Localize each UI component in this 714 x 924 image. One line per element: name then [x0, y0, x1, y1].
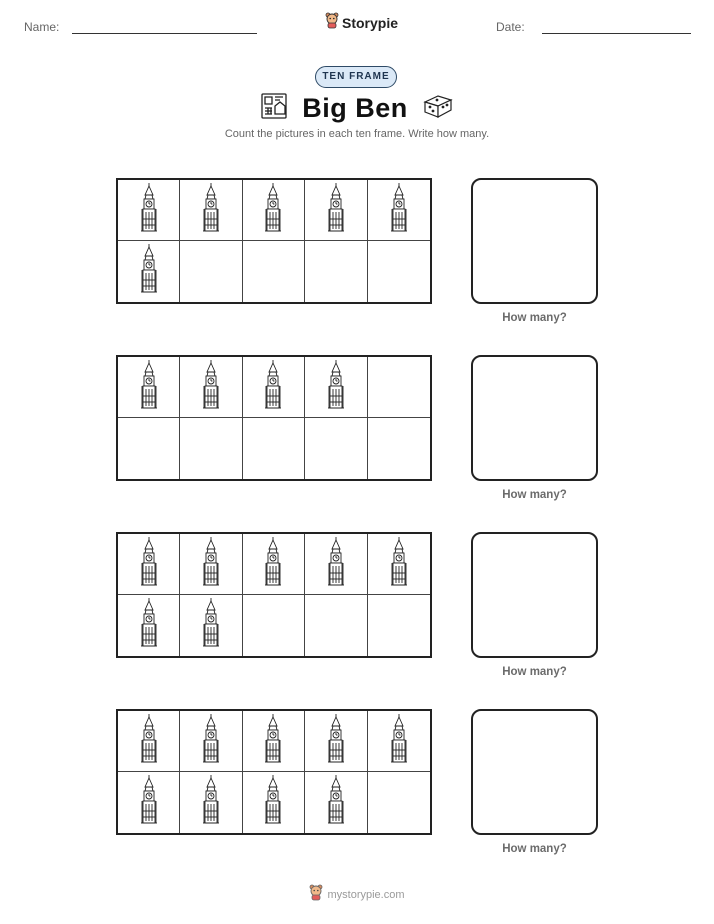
date-label: Date: — [496, 20, 525, 34]
big-ben-tower-icon — [388, 714, 410, 769]
answer-label-2: How many? — [502, 489, 567, 501]
ten-frame-cell — [180, 711, 242, 772]
ten-frame-cell — [368, 595, 430, 656]
storypie-mascot-icon — [309, 884, 323, 906]
title-row — [0, 92, 714, 125]
answer-label-1: How many? — [502, 312, 567, 324]
answer-box-2[interactable] — [471, 355, 598, 481]
answer-label-4: How many? — [502, 843, 567, 855]
ten-frame-cell — [118, 711, 180, 772]
big-ben-tower-icon — [200, 537, 222, 592]
big-ben-tower-icon — [200, 598, 222, 653]
date-line[interactable] — [542, 33, 691, 34]
big-ben-tower-icon — [138, 714, 160, 769]
ten-frame-cell — [118, 595, 180, 656]
big-ben-tower-icon — [138, 360, 160, 415]
ten-frame-cell — [368, 180, 430, 241]
ten-frame-cell — [368, 241, 430, 302]
big-ben-tower-icon — [138, 537, 160, 592]
big-ben-tower-icon — [138, 244, 160, 299]
ten-frame-cell — [243, 357, 305, 418]
ten-frame-cell — [180, 241, 242, 302]
big-ben-tower-icon — [200, 714, 222, 769]
name-label: Name: — [24, 20, 60, 34]
ten-frame-cell — [368, 357, 430, 418]
name-line[interactable] — [72, 33, 257, 34]
ten-frame-cell — [368, 772, 430, 833]
ten-frame-cell — [243, 534, 305, 595]
ten-frame-cell — [305, 595, 367, 656]
brand-logo — [325, 12, 398, 34]
ten-frame-cell — [118, 534, 180, 595]
ten-frame-cell — [180, 772, 242, 833]
answer-box-3[interactable] — [471, 532, 598, 658]
ten-frame-cell — [180, 418, 242, 479]
footer — [0, 884, 714, 906]
big-ben-tower-icon — [325, 714, 347, 769]
ten-frame-cell — [180, 180, 242, 241]
storypie-mascot-icon — [325, 12, 339, 34]
ten-frame-cell — [243, 418, 305, 479]
big-ben-tower-icon — [138, 598, 160, 653]
ten-frame-cell — [118, 180, 180, 241]
big-ben-tower-icon — [262, 537, 284, 592]
ten-frame-cell — [180, 357, 242, 418]
ten-frame-cell — [305, 711, 367, 772]
instructions: Count the pictures in each ten frame. Write how many. — [224, 128, 490, 140]
ten-frame-cell — [368, 711, 430, 772]
ten-frame-cell — [243, 711, 305, 772]
big-ben-tower-icon — [325, 360, 347, 415]
ten-frame-4 — [116, 709, 432, 835]
ten-frame-cell — [305, 534, 367, 595]
big-ben-tower-icon — [388, 183, 410, 238]
ten-frame-cell — [118, 357, 180, 418]
answer-box-4[interactable] — [471, 709, 598, 835]
big-ben-tower-icon — [325, 537, 347, 592]
ten-frame-cell — [368, 418, 430, 479]
ten-frame-cell — [180, 534, 242, 595]
big-ben-tower-icon — [262, 775, 284, 830]
answer-box-1[interactable] — [471, 178, 598, 304]
ten-frame-cell — [305, 180, 367, 241]
big-ben-tower-icon — [200, 360, 222, 415]
ten-frame-badge: TEN FRAME — [315, 66, 397, 88]
footer-url: mystorypie.com — [327, 889, 405, 901]
blueprint-icon — [260, 92, 288, 125]
big-ben-tower-icon — [262, 183, 284, 238]
ten-frame-3 — [116, 532, 432, 658]
big-ben-tower-icon — [200, 183, 222, 238]
big-ben-tower-icon — [388, 537, 410, 592]
big-ben-tower-icon — [325, 183, 347, 238]
ten-frame-cell — [243, 241, 305, 302]
big-ben-tower-icon — [138, 183, 160, 238]
ten-frame-cell — [305, 357, 367, 418]
big-ben-tower-icon — [200, 775, 222, 830]
ten-frame-cell — [118, 418, 180, 479]
ten-frame-1 — [116, 178, 432, 304]
ten-frame-cell — [118, 241, 180, 302]
answer-label-3: How many? — [502, 666, 567, 678]
stone-block-icon — [422, 93, 454, 124]
ten-frame-cell — [243, 772, 305, 833]
ten-frame-cell — [305, 418, 367, 479]
ten-frame-2 — [116, 355, 432, 481]
big-ben-tower-icon — [262, 360, 284, 415]
big-ben-tower-icon — [325, 775, 347, 830]
ten-frame-cell — [305, 241, 367, 302]
ten-frame-cell — [305, 772, 367, 833]
ten-frame-cell — [243, 595, 305, 656]
big-ben-tower-icon — [262, 714, 284, 769]
brand-name: Storypie — [342, 15, 399, 31]
ten-frame-cell — [180, 595, 242, 656]
page-title: Big Ben — [302, 93, 408, 123]
ten-frame-cell — [243, 180, 305, 241]
ten-frame-cell — [118, 772, 180, 833]
big-ben-tower-icon — [138, 775, 160, 830]
ten-frame-cell — [368, 534, 430, 595]
